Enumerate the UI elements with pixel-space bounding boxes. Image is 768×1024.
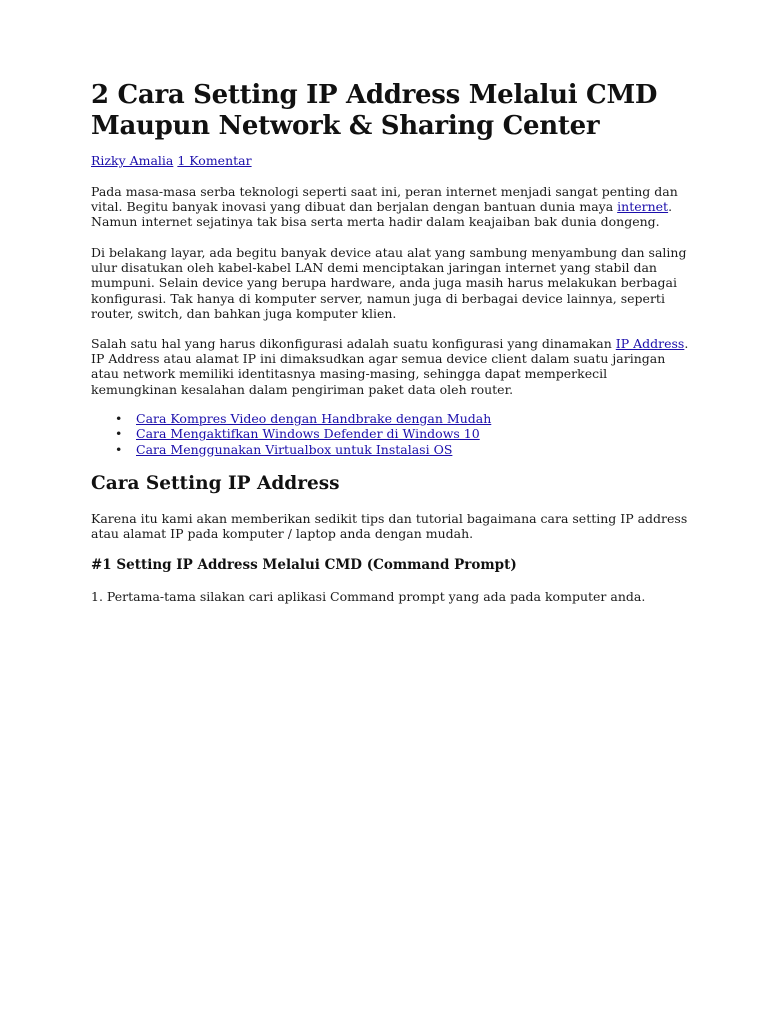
intro-text-start: Pada masa-masa serba teknologi seperti saat ini, peran internet menjadi sangat penting dan vital. Begitu banyak inovasi yang dibuat dan berjalan dengan bantuan dunia maya bbox=[91, 184, 678, 215]
section-heading: Cara Setting IP Address bbox=[91, 473, 340, 494]
related-articles-list bbox=[91, 411, 491, 457]
ip-text-end: . IP Address atau alamat IP ini dimaksudkan agar semua device client dalam suatu jaringan atau network memiliki identitasnya masing-masing, sehingga dapat memperkecil kemungkinan kesalahan dalam pengiriman paket data oleh router. bbox=[91, 336, 689, 397]
list-item bbox=[115, 441, 491, 457]
bullet-icon: • bbox=[115, 426, 123, 442]
step-one-paragraph: 1. Pertama-tama silakan cari aplikasi Command prompt yang ada pada komputer anda. bbox=[91, 589, 646, 604]
article-title: 2 Cara Setting IP Address Melalui CMD Maupun Network & Sharing Center bbox=[91, 80, 658, 141]
intro-paragraph bbox=[91, 184, 691, 230]
comments-link[interactable]: 1 Komentar bbox=[177, 153, 252, 168]
subsection-heading: #1 Setting IP Address Melalui CMD (Command Prompt) bbox=[91, 557, 517, 573]
article-meta bbox=[91, 153, 252, 169]
list-item bbox=[115, 411, 492, 426]
related-link-handbrake[interactable]: Cara Kompres Video dengan Handbrake dengan Mudah bbox=[136, 411, 492, 426]
author-link[interactable]: Rizky Amalia bbox=[91, 153, 174, 168]
bullet-icon: • bbox=[115, 441, 123, 457]
related-link-windows-defender[interactable]: Cara Mengaktifkan Windows Defender di Windows 10 bbox=[136, 426, 480, 442]
related-link-virtualbox[interactable]: Cara Menggunakan Virtualbox untuk Instalasi OS bbox=[136, 441, 453, 457]
intro-text-end: . Namun internet sejatinya tak bisa serta merta hadir dalam keajaiban bak dunia dongeng. bbox=[91, 199, 673, 230]
list-item bbox=[115, 426, 491, 442]
ip-text-start: Salah satu hal yang harus dikonfigurasi adalah suatu konfigurasi yang dinamakan bbox=[91, 336, 616, 351]
tutorial-intro-paragraph: Karena itu kami akan memberikan sedikit tips dan tutorial bagaimana cara setting IP address atau alamat IP pada komputer / laptop anda dengan mudah. bbox=[91, 511, 688, 542]
internet-link[interactable]: internet bbox=[617, 199, 669, 215]
background-paragraph: Di belakang layar, ada begitu banyak device atau alat yang sambung menyambung dan saling ulur disatukan oleh kabel-kabel LAN demi menciptakan jaringan internet yang stabil dan mumpuni. Selain device yang berupa hardware, anda juga masih harus melakukan berbagai konfigurasi. Tak hanya di komputer server, namun juga di berbagai device lainnya, seperti router, switch, dan bahkan juga komputer klien. bbox=[91, 245, 687, 321]
bullet-icon: • bbox=[115, 411, 123, 426]
ip-address-paragraph bbox=[91, 336, 691, 397]
ip-address-link[interactable]: IP Address bbox=[615, 336, 685, 351]
